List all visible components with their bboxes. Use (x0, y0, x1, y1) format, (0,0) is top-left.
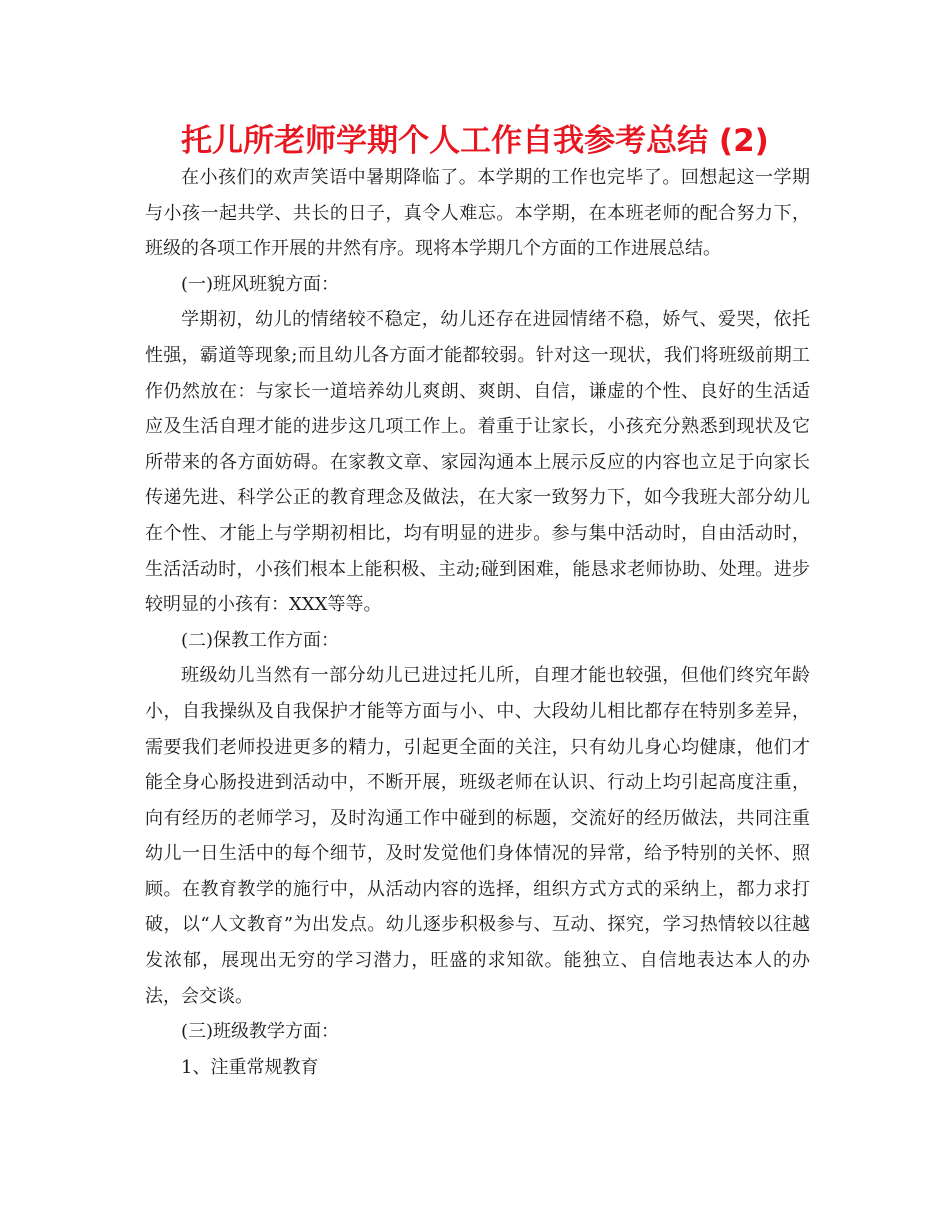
paragraph-intro: 在小孩们的欢声笑语中暑期降临了。本学期的工作也完毕了。回想起这一学期与小孩一起共学、共长的日子，真令人难忘。本学期，在本班老师的配合努力下，班级的各项工作开展的井然有序。现将本学期几个方面的工作进展总结。 (145, 167, 810, 260)
section-heading-class-teaching: (三)班级教学方面： (181, 1021, 340, 1043)
paragraph-class-style: 学期初，幼儿的情绪较不稳定，幼儿还存在进园情绪不稳，娇气、爱哭，依托性强，霸道等现象;而且幼儿各方面才能都较弱。针对这一现状，我们将班级前期工作仍然放在：与家长一道培养幼儿爽朗、爽朗、自信，谦虚的个性、良好的生活适应及生活自理才能的进步这几项工作上。着重于让家长，小孩充分熟悉到现状及它所带来的各方面妨碍。在家教文章、家园沟通本上展示反应的内容也立足于向家长传递先进、科学公正的教育理念及做法，在大家一致努力下，如今我班大部分幼儿在个性、才能上与学期初相比，均有明显的进步。参与集中活动时，自由活动时，生活活动时，小孩们根本上能积极、主动;碰到困难，能恳求老师协助、处理。进步较明显的小孩有：XXX等等。 (145, 309, 810, 616)
paragraph-care-education: 班级幼儿当然有一部分幼儿已进过托儿所，自理才能也较强，但他们终究年龄小，自我操纵及自我保护才能等方面与小、中、大段幼儿相比都存在特别多差异，需要我们老师投进更多的精力，引起更全面的关注，只有幼儿身心均健康，他们才能全身心肠投进到活动中，不断开展，班级老师在认识、行动上均引起高度注重，向有经历的老师学习，及时沟通工作中碰到的标题，交流好的经历做法，共同注重幼儿一日生活中的每个细节，及时发觉他们身体情况的异常，给予特别的关怀、照顾。在教育教学的施行中，从活动内容的选择，组织方式方式的采纳上，都力求打破，以“人文教育”为出发点。幼儿逐步积极参与、互动、探究，学习热情较以往越发浓郁，展现出无穷的学习潜力，旺盛的求知欲。能独立、自信地表达本人的办法，会交谈。 (145, 665, 810, 1007)
section-heading-class-style: (一)班风班貌方面： (181, 273, 340, 295)
subsection-heading-routine-education: 1、注重常规教育 (181, 1056, 319, 1078)
section-heading-care-education: (二)保教工作方面： (181, 629, 340, 651)
document-title: 托儿所老师学期个人工作自我参考总结 (2) (181, 123, 769, 159)
document-body (145, 160, 810, 1085)
